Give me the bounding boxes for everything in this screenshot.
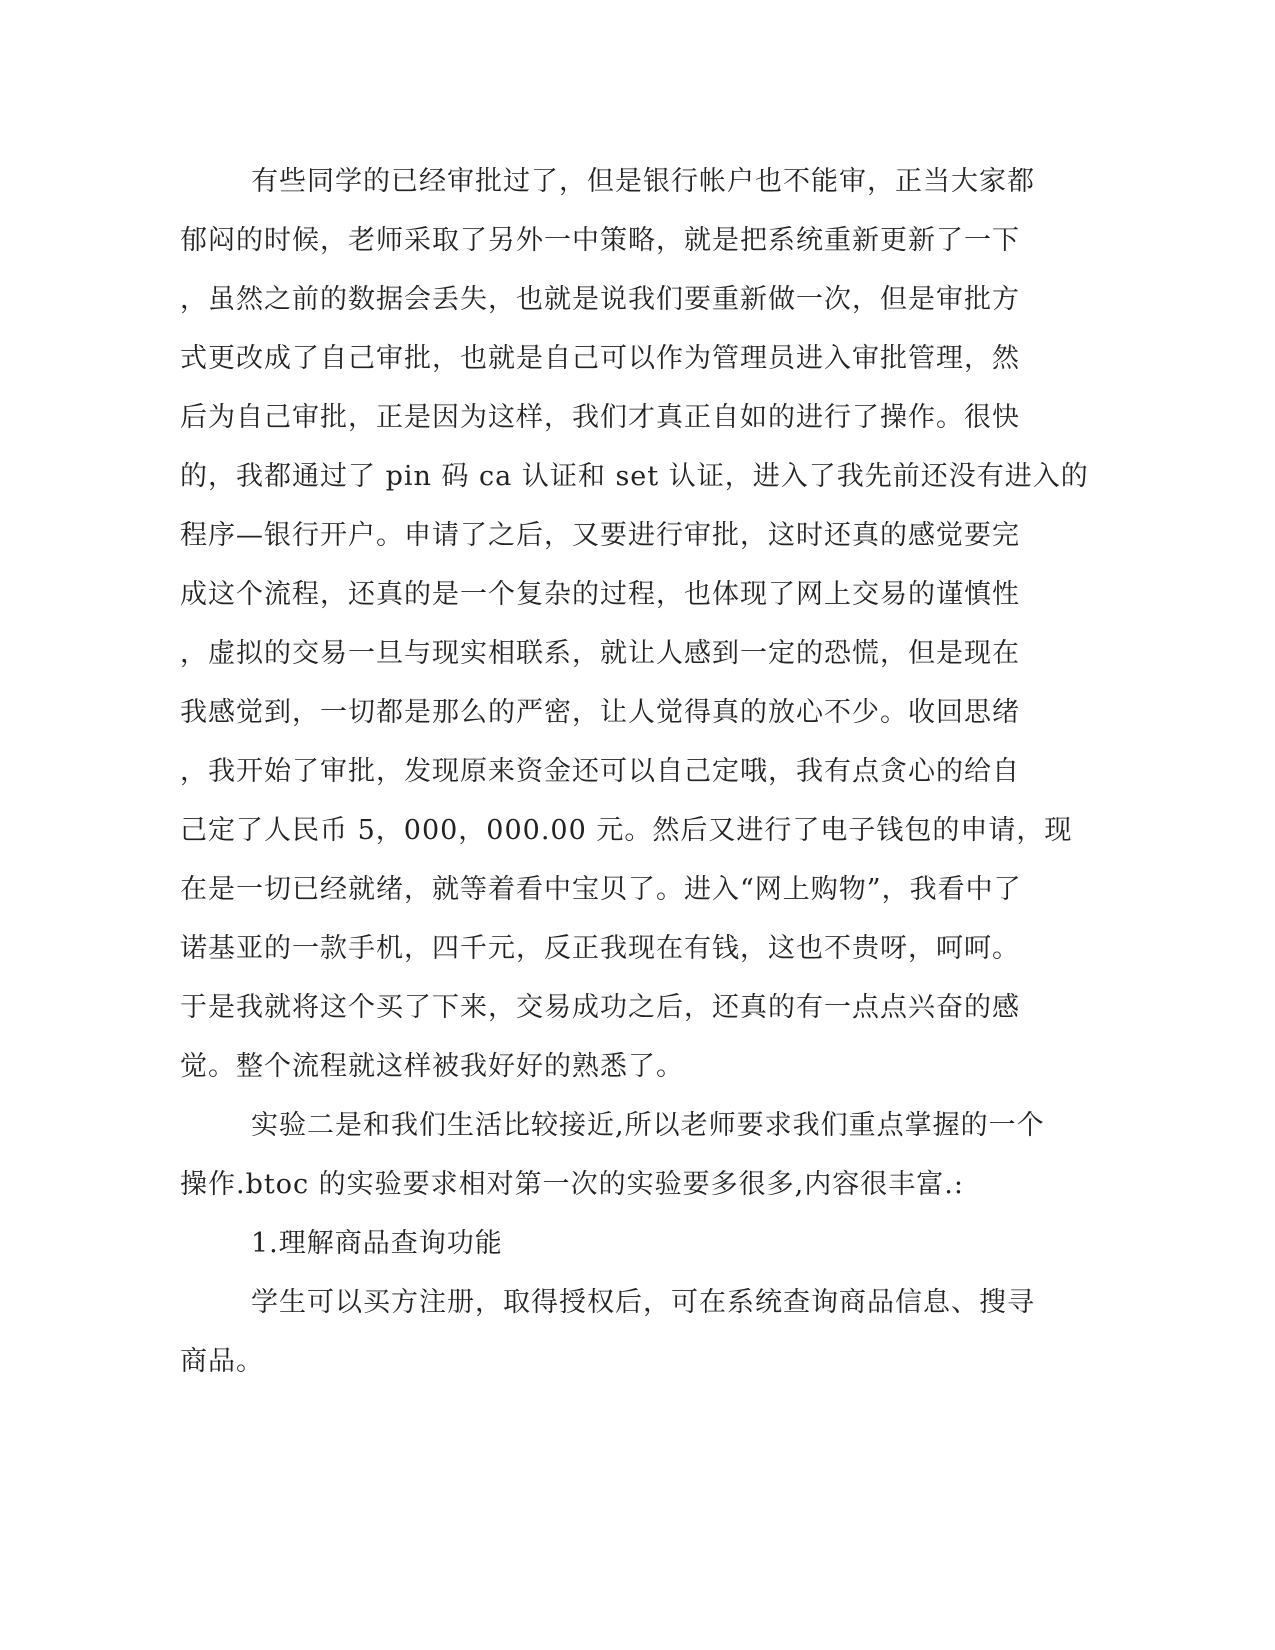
- section-heading: 1.理解商品查询功能: [251, 1228, 503, 1259]
- paragraph-line: 我感觉到，一切都是那么的严密，让人觉得真的放心不少。收回思绪: [180, 697, 1020, 728]
- paragraph-line: ，我开始了审批，发现原来资金还可以自己定哦，我有点贪心的给自: [180, 756, 1020, 787]
- paragraph-line: 商品。: [180, 1346, 264, 1377]
- paragraph-line: 觉。整个流程就这样被我好好的熟悉了。: [180, 1051, 684, 1082]
- paragraph-line: 己定了人民币 5，000，000.00 元。然后又进行了电子钱包的申请，现: [180, 815, 1073, 846]
- paragraph-line: 实验二是和我们生活比较接近,所以老师要求我们重点掌握的一个: [251, 1110, 1045, 1141]
- paragraph-line: 的，我都通过了 pin 码 ca 认证和 set 认证，进入了我先前还没有进入的: [180, 461, 1089, 492]
- paragraph-line: 式更改成了自己审批，也就是自己可以作为管理员进入审批管理，然: [180, 343, 1020, 374]
- paragraph-line: 学生可以买方注册，取得授权后，可在系统查询商品信息、搜寻: [251, 1287, 1035, 1318]
- paragraph-line: 在是一切已经就绪，就等着看中宝贝了。进入“网上购物”，我看中了: [180, 874, 1022, 905]
- paragraph-line: 诺基亚的一款手机，四千元，反正我现在有钱，这也不贵呀，呵呵。: [180, 933, 1020, 964]
- paragraph-line: 后为自己审批，正是因为这样，我们才真正自如的进行了操作。很快: [180, 402, 1020, 433]
- paragraph-line: 成这个流程，还真的是一个复杂的过程，也体现了网上交易的谨慎性: [180, 579, 1020, 610]
- paragraph-line: 有些同学的已经审批过了，但是银行帐户也不能审，正当大家都: [251, 166, 1035, 197]
- paragraph-line: ，虽然之前的数据会丢失，也就是说我们要重新做一次，但是审批方: [180, 284, 1020, 315]
- paragraph-line: ，虚拟的交易一旦与现实相联系，就让人感到一定的恐慌，但是现在: [180, 638, 1020, 669]
- paragraph-line: 操作.btoc 的实验要求相对第一次的实验要多很多,内容很丰富.:: [180, 1169, 964, 1200]
- paragraph-line: 郁闷的时候，老师采取了另外一中策略，就是把系统重新更新了一下: [180, 225, 1020, 256]
- paragraph-line: 于是我就将这个买了下来，交易成功之后，还真的有一点点兴奋的感: [180, 992, 1020, 1023]
- paragraph-line: 程序—银行开户。申请了之后，又要进行审批，这时还真的感觉要完: [180, 520, 1020, 551]
